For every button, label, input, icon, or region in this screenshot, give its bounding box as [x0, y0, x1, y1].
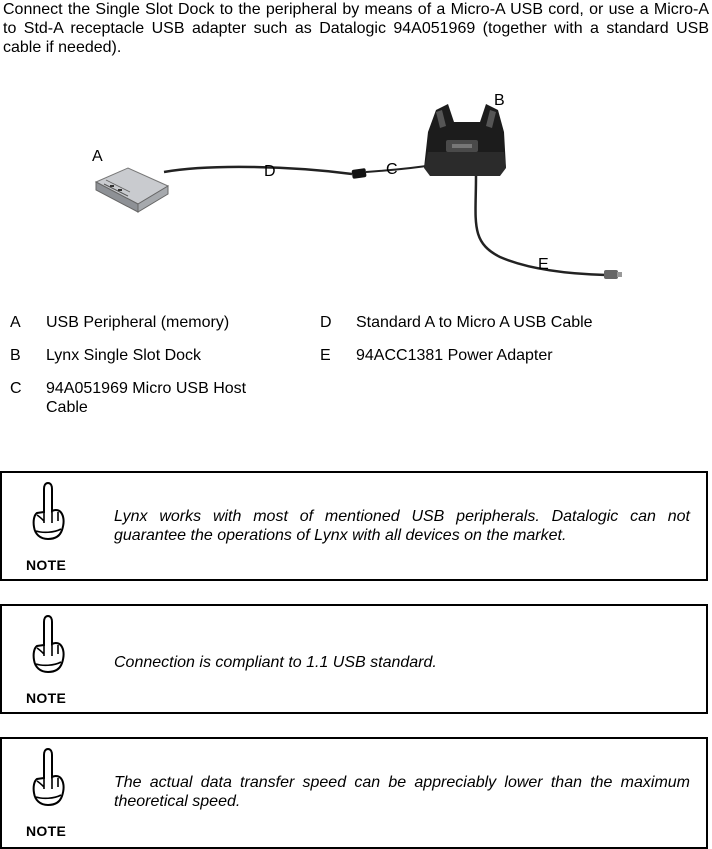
note-text: The actual data transfer speed can be appreciably lower than the maximum theoretical speed.	[114, 774, 690, 810]
usb-cable-d	[164, 167, 352, 174]
connection-illustration	[0, 82, 712, 297]
note-text: Lynx works with most of mentioned USB peripherals. Datalogic can not guarantee the operations of Lynx with all devices on the market.	[114, 508, 690, 544]
figure-legend	[0, 310, 712, 430]
legend-text: 94A051969 Micro USB Host Cable	[46, 380, 247, 416]
callout-d: D	[264, 163, 276, 180]
callout-b: B	[494, 92, 505, 109]
note-label: NOTE	[26, 823, 67, 839]
pointing-hand-icon	[28, 612, 68, 678]
pointing-hand-icon	[28, 479, 68, 545]
note-label: NOTE	[26, 690, 67, 706]
power-plug-image	[604, 270, 622, 279]
legend-letter: D	[320, 314, 332, 331]
legend-letter: B	[10, 347, 21, 364]
callout-e: E	[538, 256, 549, 273]
connection-figure	[0, 82, 712, 297]
legend-text: Standard A to Micro A USB Cable	[356, 314, 593, 331]
micro-usb-connector	[352, 168, 367, 179]
legend-text: Lynx Single Slot Dock	[46, 347, 202, 364]
note-label: NOTE	[26, 557, 67, 573]
legend-letter: A	[10, 314, 21, 331]
legend-text: 94ACC1381 Power Adapter	[356, 347, 553, 364]
note-box	[0, 471, 708, 581]
single-slot-dock-image	[424, 104, 506, 176]
callout-a: A	[92, 148, 103, 165]
usb-peripheral-image	[96, 168, 168, 212]
legend-letter: E	[320, 347, 331, 364]
note-text: Connection is compliant to 1.1 USB standard.	[114, 654, 437, 671]
callout-c: C	[386, 161, 398, 178]
intro-paragraph: Connect the Single Slot Dock to the peripheral by means of a Micro-A USB cord, or use a Micro-A to Std-A receptacle USB adapter such as Datalogic 94A051969 (together with a standard USB cable if needed).	[3, 1, 709, 56]
note-box	[0, 737, 708, 849]
legend-letter: C	[10, 380, 22, 397]
pointing-hand-icon	[28, 745, 68, 811]
note-box	[0, 604, 708, 714]
legend-text: USB Peripheral (memory)	[46, 314, 230, 331]
